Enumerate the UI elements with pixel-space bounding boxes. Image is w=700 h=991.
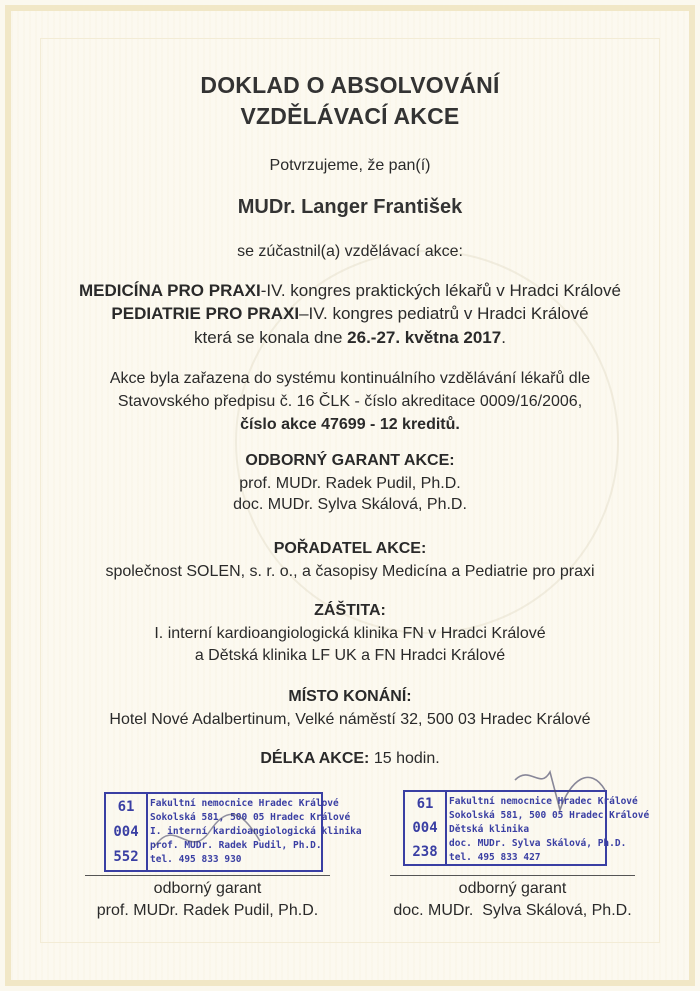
- stamp-line: Sokolská 581, 500 05 Hradec Králové: [449, 810, 650, 821]
- stamp-code: 238: [412, 844, 438, 860]
- signature-role-right: odborný garant: [458, 880, 567, 897]
- event-dates: [0, 328, 700, 348]
- duration-label: DÉLKA AKCE:: [260, 750, 370, 767]
- dates-prefix: která se konala dne: [194, 328, 348, 347]
- stamp-left-codes: [106, 794, 148, 870]
- participation-text: se zúčastnil(a) vzdělávací akce:: [237, 243, 463, 260]
- patronage-label: ZÁŠTITA:: [314, 602, 386, 619]
- event-name-2: PEDIATRIE PRO PRAXI: [111, 304, 300, 323]
- stamp-code: 004: [113, 823, 139, 840]
- accreditation-line-2: Stavovského předpisu č. 16 ČLK - číslo akreditace 0009/16/2006,: [117, 393, 583, 410]
- event-desc-2: –IV. kongres pediatrů v Hradci Králové: [299, 304, 589, 323]
- event-desc-1: -IV. kongres praktických lékařů v Hradci Králové: [260, 281, 621, 300]
- guarantor-person-2: doc. MUDr. Sylva Skálová, Ph.D.: [233, 496, 467, 513]
- intro-text: Potvrzujeme, že pan(í): [269, 157, 431, 174]
- stamp-line: tel. 495 833 427: [449, 852, 541, 863]
- title-line-2: VZDĚLÁVACÍ AKCE: [240, 103, 460, 129]
- signature-line-right: [390, 875, 635, 876]
- organizer-label: POŘADATEL AKCE:: [273, 540, 427, 557]
- signature-line-left: [85, 875, 330, 876]
- organizer-value: společnost SOLEN, s. r. o., a časopisy Medicína a Pediatrie pro praxi: [105, 563, 595, 580]
- stamp-line: prof. MUDr. Radek Pudil, Ph.D.: [150, 840, 322, 851]
- signature-name-left: prof. MUDr. Radek Pudil, Ph.D.: [96, 902, 319, 919]
- event-name-1: MEDICÍNA PRO PRAXI: [79, 281, 261, 300]
- patronage-line-2: a Dětská klinika LF UK a FN Hradci Králové: [194, 647, 506, 664]
- stamp-line: Sokolská 581, 500 05 Hradec Králové: [150, 812, 351, 823]
- stamp-line: Dětská klinika: [449, 824, 530, 835]
- stamp-line: Fakultní nemocnice Hradec Králové: [150, 798, 339, 809]
- signature-left-scribble: [150, 806, 270, 866]
- stamp-code: 004: [412, 820, 438, 836]
- title-line-1: DOKLAD O ABSOLVOVÁNÍ: [200, 72, 500, 98]
- signature-role-left: odborný garant: [153, 880, 262, 897]
- accreditation-line-3: číslo akce 47699 - 12 kreditů.: [240, 416, 460, 433]
- patronage-line-1: I. interní kardioangiologická klinika FN v Hradci Králové: [154, 625, 546, 642]
- dates-value: 26.-27. května 2017: [347, 328, 502, 347]
- venue-value: Hotel Nové Adalbertinum, Velké náměstí 32, 500 03 Hradec Králové: [109, 711, 591, 728]
- stamp-line: Fakultní nemocnice Hradec Králové: [449, 796, 638, 807]
- accreditation-line-1: Akce byla zařazena do systému kontinuálního vzdělávání lékařů dle: [109, 370, 591, 387]
- stamp-code: 552: [113, 849, 139, 866]
- event-line-2: [0, 304, 700, 324]
- dates-suffix: .: [501, 328, 506, 347]
- signature-right-scribble: [505, 760, 615, 830]
- stamp-line: doc. MUDr. Sylva Skálová, Ph.D.: [449, 838, 627, 849]
- guarantor-label: ODBORNÝ GARANT AKCE:: [245, 452, 455, 469]
- participant-name: MUDr. Langer František: [237, 196, 463, 218]
- stamp-right-codes: [405, 792, 447, 864]
- stamp-code: 61: [117, 798, 135, 815]
- stamp-line: I. interní kardioangiologická klinika: [150, 826, 362, 837]
- stamp-line: tel. 495 833 930: [150, 854, 242, 865]
- signature-name-right: doc. MUDr. Sylva Skálová, Ph.D.: [393, 902, 632, 919]
- guarantor-person-1: prof. MUDr. Radek Pudil, Ph.D.: [239, 475, 461, 492]
- venue-label: MÍSTO KONÁNÍ:: [288, 688, 412, 705]
- stamp-code: 61: [416, 796, 434, 812]
- event-line-1: [0, 281, 700, 301]
- duration-value: 15 hodin.: [369, 750, 440, 767]
